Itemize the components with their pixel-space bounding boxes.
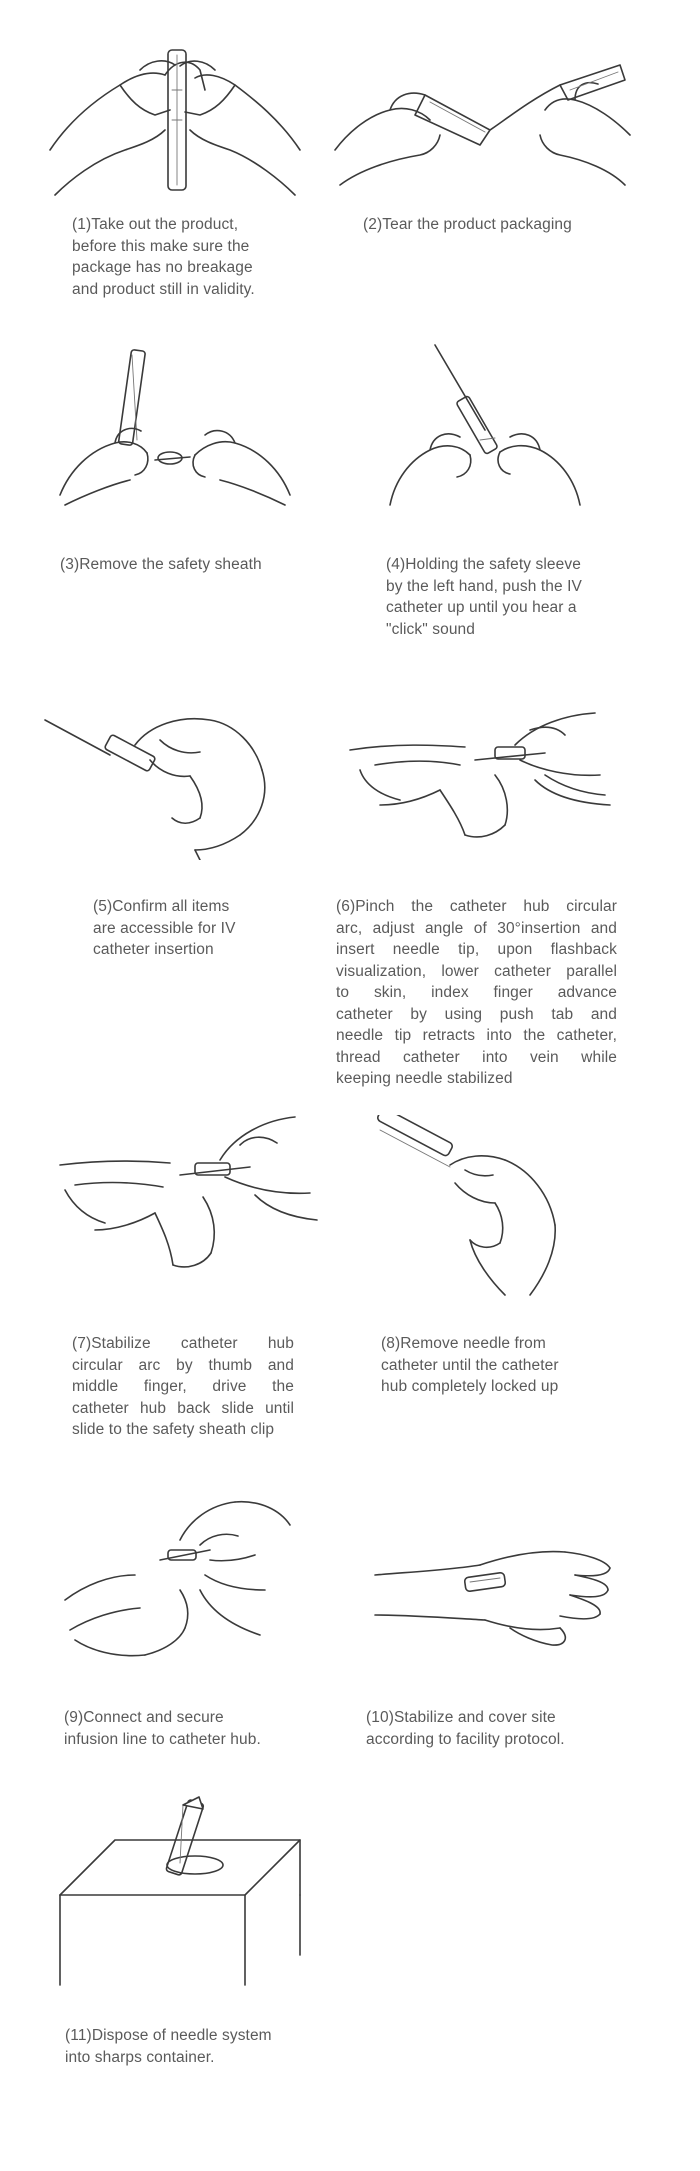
- step-3-line: (3)Remove the safety sheath: [60, 556, 262, 573]
- sharps-container-illustration: [55, 1795, 305, 1990]
- step-6-line: catheter by using push tab and: [336, 1005, 617, 1023]
- step-6-caption: [336, 896, 617, 1090]
- step-8-line: (8)Remove needle from: [381, 1335, 546, 1352]
- step-6-line: arc, adjust angle of 30°insertion and: [336, 919, 617, 937]
- hand-holding-catheter-illustration: [40, 700, 290, 860]
- step-5-caption: [93, 896, 236, 961]
- step-1-line: and product still in validity.: [72, 280, 255, 298]
- step-4-caption: [386, 554, 582, 640]
- step-7-line: (7)Stabilize catheter hub: [72, 1335, 294, 1352]
- step-7-line: slide to the safety sheath clip: [72, 1421, 275, 1438]
- step-1-caption: [72, 214, 255, 300]
- infusion-line-connect-illustration: [60, 1490, 295, 1665]
- step-6-line: insert needle tip, upon flashback: [336, 941, 617, 958]
- step-9-line: infusion line to catheter hub.: [64, 1730, 261, 1748]
- step-7-line: circular arc by thumb and: [72, 1356, 294, 1374]
- step-7-line: middle finger, drive the: [72, 1378, 294, 1395]
- step-6-line: visualization, lower catheter parallel: [336, 962, 617, 980]
- step-8-line: hub completely locked up: [381, 1378, 559, 1395]
- step-9-caption: [64, 1707, 261, 1750]
- step-4-line: catheter up until you hear a: [386, 599, 577, 616]
- step-6-line: keeping needle stabilized: [336, 1070, 513, 1087]
- catheter-insertion-illustration: [345, 685, 615, 855]
- step-4-line: by the left hand, push the IV: [386, 577, 582, 595]
- step-8-line: catheter until the catheter: [381, 1356, 559, 1374]
- step-3-caption: [60, 554, 262, 576]
- step-6-line: to skin, index finger advance: [336, 984, 617, 1001]
- step-4-line: (4)Holding the safety sleeve: [386, 556, 581, 573]
- step-5-line: (5)Confirm all items: [93, 898, 230, 915]
- step-6-line: (6)Pinch the catheter hub circular: [336, 898, 617, 915]
- step-11-caption: [65, 2025, 272, 2068]
- step-4-line: "click" sound: [386, 620, 475, 638]
- step-8-caption: [381, 1333, 559, 1398]
- step-10-line: (10)Stabilize and cover site: [366, 1709, 556, 1726]
- step-1-line: (1)Take out the product,: [72, 216, 239, 233]
- step-10-caption: [366, 1707, 565, 1750]
- step-11-line: into sharps container.: [65, 2048, 215, 2066]
- hands-removing-sheath-illustration: [55, 345, 295, 510]
- hands-holding-package-illustration: [40, 30, 310, 200]
- step-10-line: according to facility protocol.: [366, 1730, 565, 1748]
- step-1-line: package has no breakage: [72, 259, 253, 276]
- step-6-line: needle tip retracts into the catheter,: [336, 1027, 617, 1044]
- hand-covered-site-illustration: [370, 1520, 615, 1650]
- step-1-line: before this make sure the: [72, 237, 250, 255]
- step-5-line: catheter insertion: [93, 941, 214, 958]
- step-9-line: (9)Connect and secure: [64, 1709, 224, 1726]
- step-5-line: are accessible for IV: [93, 919, 236, 937]
- catheter-hub-stabilize-illustration: [55, 1105, 325, 1280]
- step-2-line: (2)Tear the product packaging: [363, 216, 572, 233]
- step-6-line: thread catheter into vein while: [336, 1048, 617, 1066]
- step-7-line: catheter hub back slide until: [72, 1399, 294, 1417]
- hands-tearing-package-illustration: [330, 40, 650, 190]
- step-7-caption: [72, 1333, 294, 1441]
- step-2-caption: [363, 214, 572, 236]
- needle-removal-illustration: [365, 1115, 575, 1300]
- step-11-line: (11)Dispose of needle system: [65, 2027, 272, 2044]
- hands-pushing-catheter-illustration: [385, 340, 585, 510]
